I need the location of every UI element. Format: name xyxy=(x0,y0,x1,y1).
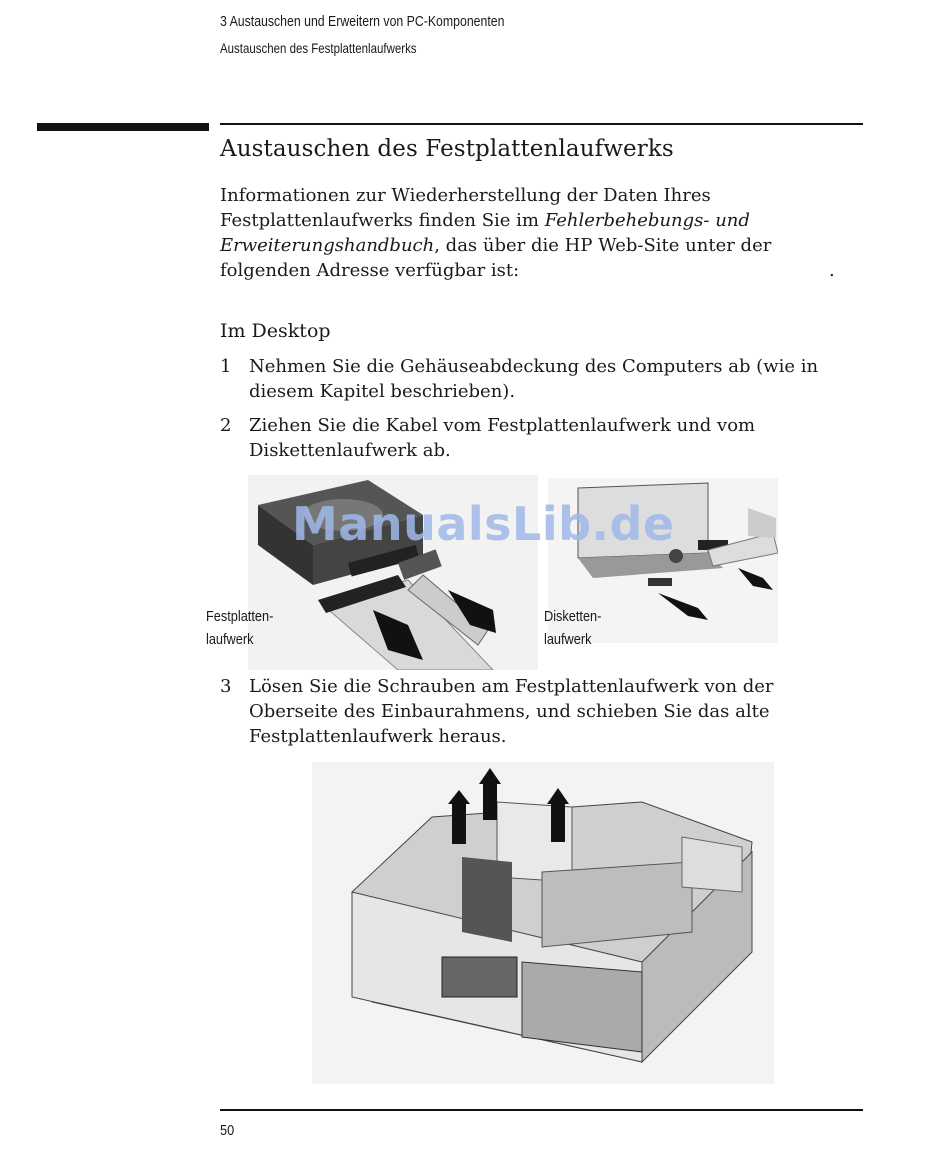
page-number: 50 xyxy=(220,1122,235,1139)
running-header-chapter: 3 Austauschen und Erweitern von PC-Komponenten xyxy=(220,13,505,30)
top-rule xyxy=(220,123,863,125)
intro-end: . xyxy=(829,260,835,281)
caption-hard-drive xyxy=(206,605,273,651)
desktop-chassis-illustration xyxy=(312,762,774,1084)
caption-line: laufwerk xyxy=(206,631,254,648)
bottom-rule xyxy=(220,1109,863,1111)
intro-paragraph xyxy=(220,183,850,283)
intro-text-1: Informationen zur Wiederherstellung der Daten Ihres Festplattenlaufwerks finden Sie im xyxy=(220,185,711,231)
subheading: Im Desktop xyxy=(220,320,331,342)
running-header-section: Austauschen des Festplattenlaufwerks xyxy=(220,40,417,56)
step-text: Lösen Sie die Schrauben am Festplattenlaufwerk von der Oberseite des Einbaurahmens, und schieben Sie das alte Festplattenlaufwerk heraus. xyxy=(249,676,774,747)
caption-line: Festplatten- xyxy=(206,608,274,625)
manual-title: Fehlerbehebungs- und Erweiterungshandbuch xyxy=(220,210,750,256)
step-3 xyxy=(220,674,860,749)
step-1 xyxy=(220,354,860,404)
step-number: 3 xyxy=(220,676,232,697)
section-marker-bar xyxy=(37,123,209,131)
step-number: 1 xyxy=(220,356,232,377)
caption-line: Disketten- xyxy=(544,608,602,625)
section-title: Austauschen des Festplattenlaufwerks xyxy=(220,136,674,162)
watermark: ManualsLib.de xyxy=(292,497,675,551)
caption-line: laufwerk xyxy=(544,631,592,648)
step-2 xyxy=(220,413,860,463)
step-text: Nehmen Sie die Gehäuseabdeckung des Computers ab (wie in diesem Kapitel beschrieben). xyxy=(249,356,819,402)
step-number: 2 xyxy=(220,415,232,436)
step-text: Ziehen Sie die Kabel vom Festplattenlaufwerk und vom Diskettenlaufwerk ab. xyxy=(249,415,756,461)
caption-floppy-drive xyxy=(544,605,601,651)
intro-text-2: , das über die HP Web-Site unter der folgenden Adresse verfügbar ist: xyxy=(220,235,772,281)
